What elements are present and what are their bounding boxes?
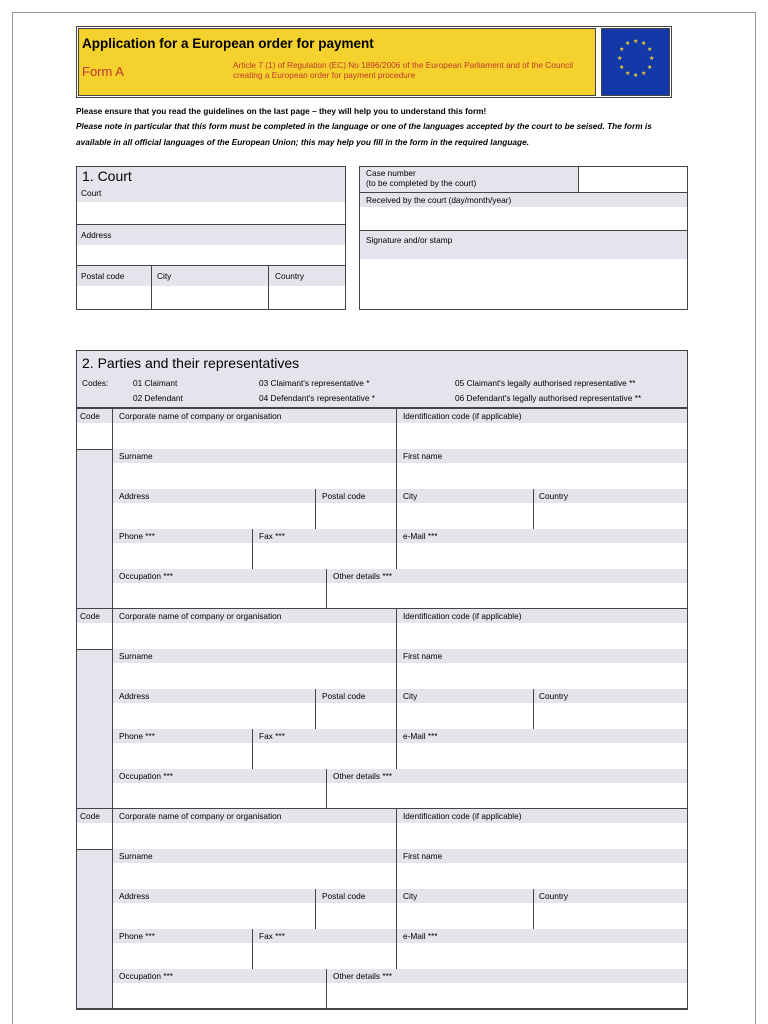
received-label: Received by the court (day/month/year) [366,195,512,205]
party2-postal-code-label: Postal code [322,691,366,701]
party3-postal-code-field[interactable] [316,904,397,928]
party2-corporate-field[interactable] [113,624,396,648]
party1-other-details-field[interactable] [327,584,687,608]
court-postal-code-field[interactable] [77,287,151,309]
party1-country-field[interactable] [534,504,687,528]
party1-label-band [113,569,687,583]
divider [252,529,253,569]
party3-email-field[interactable] [397,944,687,968]
party1-city-label: City [403,491,418,501]
code-02: 02 Defendant [133,393,183,403]
divider [533,689,534,729]
divider [396,809,397,849]
party2-city-label: City [403,691,418,701]
instructions [76,106,688,150]
form-title: Application for a European order for payment [82,36,374,51]
party2-identification-field[interactable] [397,624,687,648]
divider [112,409,113,449]
party3-fax-label: Fax *** [259,931,285,941]
case-number-field[interactable] [579,167,687,192]
court-section-title: 1. Court [82,168,132,184]
party1-postal-code-field[interactable] [316,504,397,528]
party1-phone-label: Phone *** [119,531,155,541]
party1-code-field[interactable] [77,424,112,448]
party3-address-label: Address [119,891,150,901]
party1-email-label: e-Mail *** [403,531,438,541]
party1-occupation-label: Occupation *** [119,571,173,581]
party2-surname-label: Surname [119,651,153,661]
case-number-title: Case number [366,168,416,178]
divider [533,489,534,529]
divider [315,889,316,929]
party2-first-name-label: First name [403,651,443,661]
party2-occupation-label: Occupation *** [119,771,173,781]
divider [112,609,113,649]
party1-address-label: Address [119,491,150,501]
divider [315,689,316,729]
signature-field[interactable] [360,259,687,309]
court-address-label: Address [81,230,112,240]
divider [326,769,327,809]
party3-code-field[interactable] [77,824,112,848]
eu-flag-icon: ★ ★ ★ ★ ★ ★ ★ ★ ★ ★ ★ ★ [601,28,670,96]
party3-fax-field[interactable] [253,944,397,968]
divider [396,729,397,769]
party1-first-name-label: First name [403,451,443,461]
party3-email-label: e-Mail *** [403,931,438,941]
party1-address-field[interactable] [113,504,315,528]
party1-identification-label: Identification code (if applicable) [403,411,522,421]
party3-country-field[interactable] [534,904,687,928]
party1-other-details-label: Other details *** [333,571,393,581]
party2-other-details-field[interactable] [327,784,687,808]
party2-country-label: Country [539,691,569,701]
divider [396,449,397,489]
code-06: 06 Defendant's legally authorised representative ** [455,393,642,403]
court-country-field[interactable] [269,287,345,309]
party1-email-field[interactable] [397,544,687,568]
divider [396,609,397,649]
party3-label-band [113,969,687,983]
party3-corporate-field[interactable] [113,824,396,848]
divider [396,409,397,449]
party2-corporate-label: Corporate name of company or organisation [119,611,282,621]
party3-corporate-label: Corporate name of company or organisation [119,811,282,821]
divider [326,969,327,1009]
party2-fax-field[interactable] [253,744,397,768]
party1-code-column [77,450,112,608]
party3-code-column [77,850,112,1009]
case-number-note: (to be completed by the court) [366,178,477,188]
divider [396,689,397,729]
party2-address-label: Address [119,691,150,701]
party1-surname-label: Surname [119,451,153,461]
code-01: 01 Claimant [133,378,178,388]
divider [396,489,397,529]
court-address-field[interactable] [77,246,345,265]
court-city-field[interactable] [152,287,268,309]
parties-section-title: 2. Parties and their representatives [82,355,300,371]
divider [396,929,397,969]
party1-corporate-label: Corporate name of company or organisation [119,411,282,421]
article-reference: Article 7 (1) of Regulation (EC) No 1896/2006 of the European Parliament and of the Council creating a European order for payment procedure [233,60,573,80]
party2-address-field[interactable] [113,704,315,728]
party2-country-field[interactable] [534,704,687,728]
court-label-bar [77,185,345,202]
party2-other-details-label: Other details *** [333,771,393,781]
party3-phone-label: Phone *** [119,931,155,941]
divider [533,889,534,929]
court-label: Court [81,188,102,198]
party1-city-field[interactable] [397,504,533,528]
party2-code-column [77,650,112,808]
party1-code-label: Code [80,411,100,421]
party1-corporate-field[interactable] [113,424,396,448]
party2-city-field[interactable] [397,704,533,728]
signature-label: Signature and/or stamp [366,235,453,245]
case-number-label [362,167,476,188]
party3-surname-field[interactable] [113,864,397,888]
code-05: 05 Claimant's legally authorised representative ** [455,378,636,388]
divider [315,489,316,529]
party1-identification-field[interactable] [397,424,687,448]
party2-phone-field[interactable] [113,744,252,768]
court-name-field[interactable] [77,203,345,224]
party2-email-label: e-Mail *** [403,731,438,741]
party3-occupation-field[interactable] [113,984,326,1008]
header-separator [598,28,600,96]
code-04: 04 Defendant's representative * [259,393,375,403]
divider [396,649,397,689]
court-address-bar [77,225,345,245]
party3-surname-label: Surname [119,851,153,861]
party3-occupation-label: Occupation *** [119,971,173,981]
court-city-label: City [157,271,172,281]
party3-city-field[interactable] [397,904,533,928]
party3-phone-field[interactable] [113,944,252,968]
divider [252,929,253,969]
party1-first-name-field[interactable] [397,464,687,488]
party1-fax-field[interactable] [253,544,397,568]
divider [326,569,327,609]
party2-email-field[interactable] [397,744,687,768]
instruction-line-1: Please ensure that you read the guidelines on the last page – they will help you to understand this form! [76,106,487,116]
divider [113,1009,687,1010]
party2-fax-label: Fax *** [259,731,285,741]
party3-identification-field[interactable] [397,824,687,848]
party3-code-label: Code [80,811,100,821]
party3-postal-code-label: Postal code [322,891,366,901]
party3-other-details-field[interactable] [327,984,687,1008]
divider [112,809,113,849]
party2-phone-label: Phone *** [119,731,155,741]
party3-address-field[interactable] [113,904,315,928]
codes-label: Codes: [82,378,109,388]
party1-fax-label: Fax *** [259,531,285,541]
party1-surname-field[interactable] [113,464,397,488]
party2-postal-code-field[interactable] [316,704,397,728]
divider [396,529,397,569]
party3-first-name-field[interactable] [397,864,687,888]
court-country-label: Country [275,271,305,281]
party1-occupation-field[interactable] [113,584,326,608]
party3-country-label: Country [539,891,569,901]
party3-city-label: City [403,891,418,901]
party2-identification-label: Identification code (if applicable) [403,611,522,621]
received-date-field[interactable] [360,208,687,230]
court-postal-code-label: Postal code [81,271,125,281]
party2-code-label: Code [80,611,100,621]
divider [396,849,397,889]
party3-other-details-label: Other details *** [333,971,393,981]
code-03: 03 Claimant's representative * [259,378,370,388]
divider [396,889,397,929]
party2-first-name-field[interactable] [397,664,687,688]
party1-country-label: Country [539,491,569,501]
party2-surname-field[interactable] [113,664,397,688]
form-name: Form A [82,64,124,79]
party3-first-name-label: First name [403,851,443,861]
divider [77,1008,687,1009]
party2-code-field[interactable] [77,624,112,648]
party3-identification-label: Identification code (if applicable) [403,811,522,821]
party2-occupation-field[interactable] [113,784,326,808]
instruction-line-2: Please note in particular that this form must be completed in the language or one of the languages accepted by the court to be seised. The form is available in all official languages of the European Union; this may help you fill in the form in the required language. [76,121,652,147]
party2-label-band [113,769,687,783]
party1-phone-field[interactable] [113,544,252,568]
divider [252,729,253,769]
party1-postal-code-label: Postal code [322,491,366,501]
